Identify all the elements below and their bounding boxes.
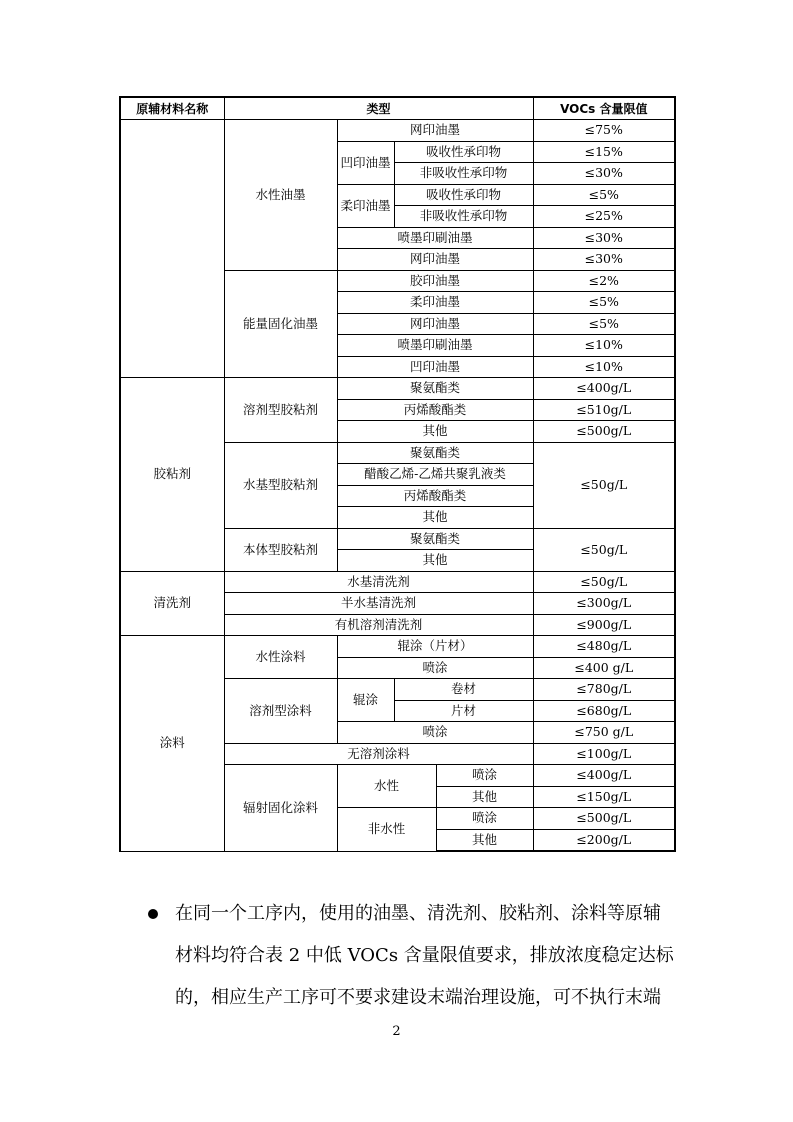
- header-material: 原辅材料名称: [120, 97, 224, 120]
- table-row: [120, 120, 675, 142]
- table-cell: ≤10%: [533, 356, 675, 378]
- table-cell: 有机溶剂清洗剂: [224, 614, 533, 636]
- table-cell: ≤30%: [533, 249, 675, 271]
- table-cell: 丙烯酸酯类: [337, 399, 533, 421]
- voc-limit-table: [119, 96, 676, 852]
- table-cell: 吸收性承印物: [394, 141, 533, 163]
- table-cell: ≤150g/L: [533, 786, 675, 808]
- table-row: [120, 378, 675, 400]
- table-cell: 喷涂: [337, 657, 533, 679]
- table-cell: 非水性: [337, 808, 436, 852]
- table-cell: ≤680g/L: [533, 700, 675, 722]
- table-cell: 半水基清洗剂: [224, 593, 533, 615]
- table-cell: 非吸收性承印物: [394, 206, 533, 228]
- table-cell: 柔印油墨: [337, 292, 533, 314]
- paragraph-line: 材料均符合表 2 中低 VOCs 含量限值要求，排放浓度稳定达标: [175, 945, 674, 966]
- table-cell: ≤780g/L: [533, 679, 675, 701]
- type-bulk-adhesive: 本体型胶粘剂: [224, 528, 337, 571]
- table-cell: 辊涂: [337, 679, 394, 722]
- table-cell: ≤500g/L: [533, 808, 675, 830]
- table-cell: 喷涂: [436, 808, 533, 830]
- type-radiation-coating: 辐射固化涂料: [224, 765, 337, 852]
- table-cell: 其他: [337, 550, 533, 572]
- table-cell: 其他: [337, 507, 533, 529]
- table-cell: ≤50g/L: [533, 571, 675, 593]
- type-solvent-adhesive: 溶剂型胶粘剂: [224, 378, 337, 443]
- table-cell: ≤900g/L: [533, 614, 675, 636]
- table-cell: ≤400 g/L: [533, 657, 675, 679]
- type-solvent-coating: 溶剂型涂料: [224, 679, 337, 744]
- table-cell: ≤5%: [533, 292, 675, 314]
- table-cell: ≤2%: [533, 270, 675, 292]
- paragraph-line: 的，相应生产工序可不要求建设末端治理设施，可不执行末端: [175, 987, 661, 1008]
- table-cell: ≤30%: [533, 163, 675, 185]
- table-cell: ≤10%: [533, 335, 675, 357]
- table-cell: 其他: [436, 829, 533, 851]
- header-type: 类型: [224, 97, 533, 120]
- table-cell: 非吸收性承印物: [394, 163, 533, 185]
- table-cell: ≤25%: [533, 206, 675, 228]
- table-cell: 凹印油墨: [337, 141, 394, 184]
- table-cell: 喷墨印刷油墨: [337, 227, 533, 249]
- header-limit: VOCs 含量限值: [533, 97, 675, 120]
- table-cell: ≤200g/L: [533, 829, 675, 851]
- table-cell: ≤510g/L: [533, 399, 675, 421]
- table-cell: 丙烯酸酯类: [337, 485, 533, 507]
- table-cell: 水基清洗剂: [224, 571, 533, 593]
- table-cell: ≤50g/L: [533, 442, 675, 528]
- table-cell: 聚氨酯类: [337, 442, 533, 464]
- table-cell: 醋酸乙烯-乙烯共聚乳液类: [337, 464, 533, 486]
- table-cell: 其他: [436, 786, 533, 808]
- table-row: [120, 636, 675, 658]
- table-cell: ≤50g/L: [533, 528, 675, 571]
- table-cell: ≤5%: [533, 313, 675, 335]
- table-cell: ≤30%: [533, 227, 675, 249]
- type-water-coating: 水性涂料: [224, 636, 337, 679]
- material-adhesive: 胶粘剂: [120, 378, 224, 572]
- type-water-adhesive: 水基型胶粘剂: [224, 442, 337, 528]
- page-number: 2: [392, 1024, 401, 1039]
- table-cell: 水性: [337, 765, 436, 808]
- material-ink: [120, 120, 224, 378]
- table-cell: ≤480g/L: [533, 636, 675, 658]
- table-header-row: [120, 97, 675, 120]
- paragraph-line: 在同一个工序内，使用的油墨、清洗剂、胶粘剂、涂料等原辅: [175, 903, 661, 924]
- table-cell: 柔印油墨: [337, 184, 394, 227]
- table-cell: ≤75%: [533, 120, 675, 142]
- material-cleaner: 清洗剂: [120, 571, 224, 636]
- table-cell: 网印油墨: [337, 313, 533, 335]
- table-cell: 吸收性承印物: [394, 184, 533, 206]
- table-cell: 无溶剂涂料: [224, 743, 533, 765]
- type-water-ink: 水性油墨: [224, 120, 337, 271]
- material-coating: 涂料: [120, 636, 224, 852]
- table-cell: 卷材: [394, 679, 533, 701]
- table-cell: ≤500g/L: [533, 421, 675, 443]
- table-cell: 其他: [337, 421, 533, 443]
- table-cell: ≤400g/L: [533, 378, 675, 400]
- table-cell: 聚氨酯类: [337, 528, 533, 550]
- table-cell: 喷涂: [337, 722, 533, 744]
- table-cell: ≤400g/L: [533, 765, 675, 787]
- table-cell: ≤300g/L: [533, 593, 675, 615]
- type-energy-ink: 能量固化油墨: [224, 270, 337, 378]
- table-cell: 片材: [394, 700, 533, 722]
- table-cell: 网印油墨: [337, 120, 533, 142]
- table-cell: 喷涂: [436, 765, 533, 787]
- table-cell: 喷墨印刷油墨: [337, 335, 533, 357]
- table-cell: ≤5%: [533, 184, 675, 206]
- table-cell: 胶印油墨: [337, 270, 533, 292]
- table-cell: ≤15%: [533, 141, 675, 163]
- table-row: [120, 571, 675, 593]
- table-cell: ≤100g/L: [533, 743, 675, 765]
- table-cell: 聚氨酯类: [337, 378, 533, 400]
- table-cell: 网印油墨: [337, 249, 533, 271]
- table-cell: 凹印油墨: [337, 356, 533, 378]
- bullet-icon: [148, 909, 158, 919]
- body-paragraph: [175, 893, 675, 1019]
- table-cell: ≤750 g/L: [533, 722, 675, 744]
- table-cell: 辊涂（片材）: [337, 636, 533, 658]
